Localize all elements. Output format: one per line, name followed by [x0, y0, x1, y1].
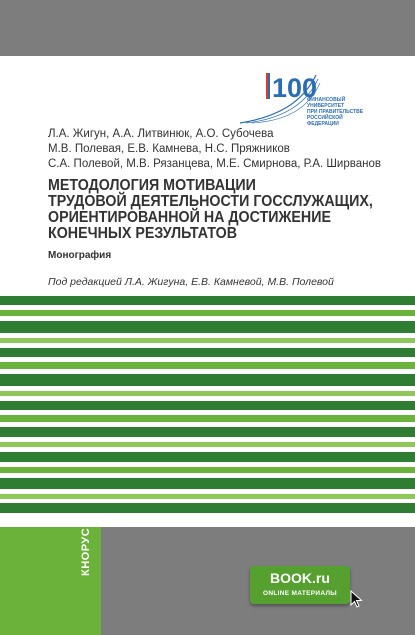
publisher-name: КНОРУС	[80, 527, 92, 576]
cursor-arrow-icon	[350, 590, 364, 608]
authors-line: Л.А. Жигун, А.А. Литвинюк, А.О. Субочева	[48, 128, 274, 140]
logo-org-name	[307, 97, 367, 127]
top-gray-bar	[0, 0, 415, 56]
title-line: ОРИЕНТИРОВАННОЙ НА ДОСТИЖЕНИЕ	[48, 209, 332, 226]
authors-line: С.А. Полевой, М.В. Рязанцева, М.Е. Смирнова, Р.А. Ширванов	[48, 158, 381, 170]
bookru-title: BOOK.ru	[270, 570, 330, 586]
book-title	[48, 178, 373, 242]
logo-org-line: ФИНАНСОВЫЙ УНИВЕРСИТЕТ	[307, 97, 346, 109]
book-subtitle: Монография	[48, 250, 112, 261]
logo-org-line: ПРИ ПРАВИТЕЛЬСТВЕ	[307, 109, 364, 115]
bookru-badge[interactable]	[250, 566, 350, 604]
bookru-subtitle: ONLINE МАТЕРИАЛЫ	[263, 590, 337, 597]
authors-line: М.В. Полевая, Е.В. Камнева, Н.С. Пряжников	[48, 143, 290, 155]
logo-org-line: РОССИЙСКОЙ ФЕДЕРАЦИИ	[307, 115, 343, 127]
title-line: МЕТОДОЛОГИЯ МОТИВАЦИИ	[48, 177, 256, 194]
title-line: ТРУДОВОЙ ДЕЯТЕЛЬНОСТИ ГОССЛУЖАЩИХ,	[48, 193, 373, 210]
publisher-logo	[78, 527, 96, 576]
authors-list	[48, 127, 381, 172]
green-stripes-decoration	[0, 296, 415, 516]
title-line: КОНЕЧНЫХ РЕЗУЛЬТАТОВ	[48, 225, 238, 242]
editors-line: Под редакцией Л.А. Жигуна, Е.В. Камневой, М.В. Полевой	[48, 276, 334, 288]
logo-number: 100	[272, 73, 318, 103]
